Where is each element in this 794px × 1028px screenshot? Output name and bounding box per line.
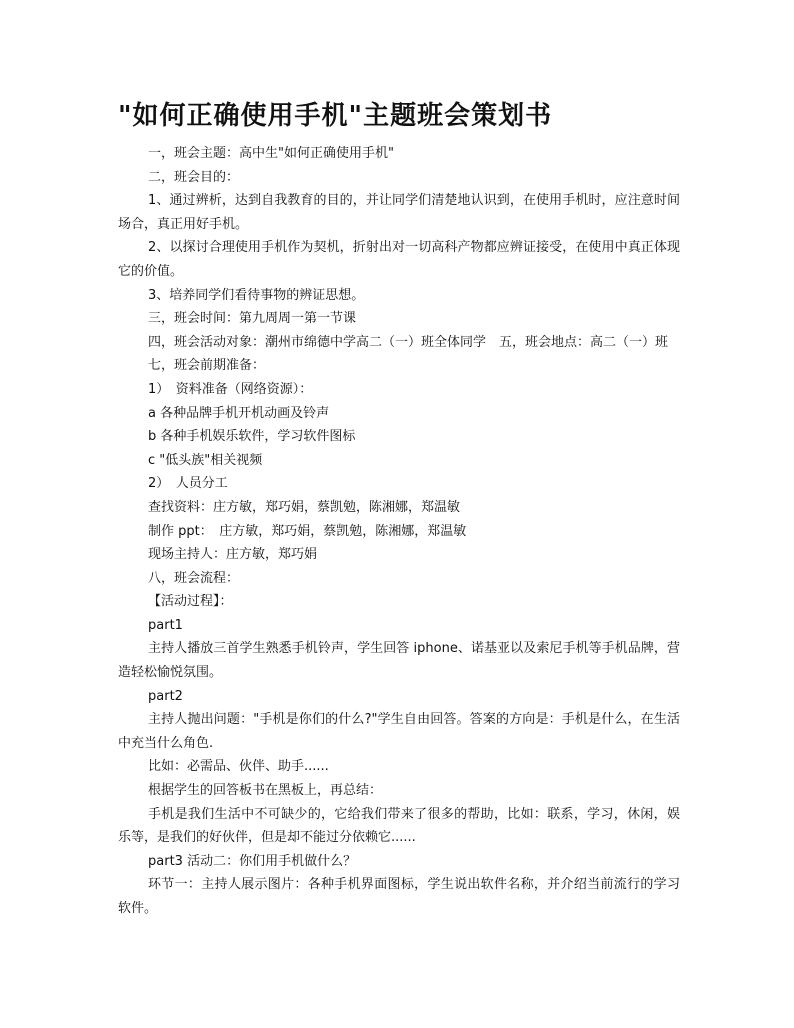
- paragraph: b 各种手机娱乐软件，学习软件图标: [148, 429, 356, 445]
- paragraph: 2、以探讨合理使用手机作为契机，折射出对一切高科产物都应辨证接受，在使用中真正体现它的价值。: [118, 240, 680, 279]
- paragraph: 环节一：主持人展示图片：各种手机界面图标，学生说出软件名称，并介绍当前流行的学习软件。: [118, 877, 680, 916]
- paragraph: 主持人抛出问题："手机是你们的什么?"学生自由回答。答案的方向是：手机是什么，在生活中充当什么角色.: [118, 712, 680, 751]
- paragraph: part2: [148, 688, 183, 704]
- paragraph: 根据学生的回答板书在黑板上，再总结：: [148, 783, 383, 799]
- paragraph: 四，班会活动对象：潮州市绵德中学高二（一）班全体同学 五，班会地点：高二（一）班: [148, 334, 669, 350]
- paragraph: part1: [148, 617, 183, 633]
- paragraph: 查找资料：庄方敏，郑巧娟，蔡凯勉，陈湘娜，郑温敏: [148, 499, 461, 515]
- document-body: [118, 142, 680, 921]
- paragraph: 1、通过辨析，达到自我教育的目的，并让同学们清楚地认识到，在使用手机时，应注意时间场合，真正用好手机。: [118, 193, 680, 232]
- paragraph: 2） 人员分工: [148, 476, 228, 492]
- paragraph: 三，班会时间：第九周周一第一节课: [148, 311, 357, 327]
- paragraph: a 各种品牌手机开机动画及铃声: [148, 405, 330, 421]
- paragraph: 3、培养同学们看待事物的辨证思想。: [148, 287, 365, 303]
- paragraph: 制作 ppt： 庄方敏，郑巧娟，蔡凯勉，陈湘娜，郑温敏: [148, 523, 467, 539]
- paragraph: 八，班会流程：: [148, 570, 240, 586]
- paragraph: 一，班会主题：高中生"如何正确使用手机": [148, 146, 394, 161]
- paragraph: 二，班会目的：: [148, 169, 240, 185]
- paragraph: 【活动过程】：: [148, 594, 233, 610]
- paragraph: 主持人播放三首学生熟悉手机铃声，学生回答 iphone、诺基亚以及索尼手机等手机品牌，营造轻松愉悦氛围。: [118, 641, 680, 681]
- paragraph: 七，班会前期准备：: [148, 358, 266, 374]
- document-title: "如何正确使用手机"主题班会策划书: [118, 101, 553, 131]
- paragraph: part3 活动二：你们用手机做什么？: [148, 853, 357, 869]
- paragraph: c "低头族"相关视频: [148, 452, 263, 468]
- paragraph: 现场主持人：庄方敏，郑巧娟: [148, 547, 318, 563]
- paragraph: 比如：必需品、伙伴、助手......: [148, 759, 329, 775]
- paragraph: 手机是我们生活中不可缺少的，它给我们带来了很多的帮助，比如：联系，学习，休闲，娱乐等，是我们的好伙伴，但是却不能过分依赖它......: [118, 806, 680, 846]
- paragraph: 1） 资料准备（网络资源）：: [148, 381, 313, 397]
